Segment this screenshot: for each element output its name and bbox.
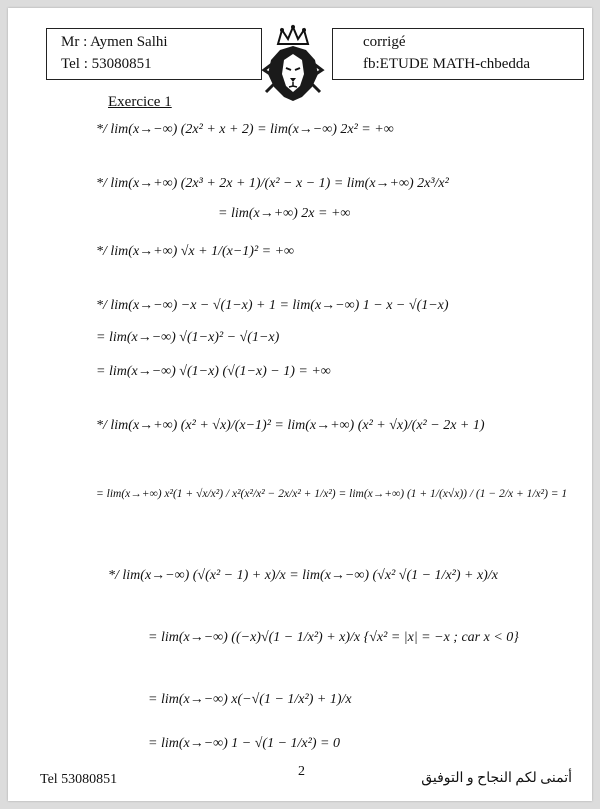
math-line: = lim(x→+∞) 2x = +∞ <box>218 206 351 221</box>
math-line: = lim(x→−∞) √(1−x) (√(1−x) − 1) = +∞ <box>96 364 331 379</box>
math-line: */ lim(x→−∞) (√(x² − 1) + x)/x = lim(x→−∞) (√x² √(1 − 1/x²) + x)/x <box>108 568 498 583</box>
math-line: */ lim(x→+∞) √x + 1/(x−1)² = +∞ <box>96 244 295 259</box>
header-right-box <box>332 28 584 80</box>
facebook-page: fb:ETUDE MATH-chbedda <box>363 56 531 72</box>
math-line: = lim(x→−∞) 1 − √(1 − 1/x²) = 0 <box>148 736 340 751</box>
header-left-box <box>46 28 262 80</box>
page-number: 2 <box>298 764 305 779</box>
author-name: Mr : Aymen Salhi <box>61 34 168 50</box>
document-type: corrigé <box>363 34 406 50</box>
lion-crown-logo <box>260 24 326 102</box>
footer-phone: Tel 53080851 <box>40 772 118 787</box>
math-line: */ lim(x→−∞) −x − √(1−x) + 1 = lim(x→−∞) 1 − x − √(1−x) <box>96 298 449 313</box>
document-page <box>8 8 592 801</box>
math-line: */ lim(x→−∞) (2x² + x + 2) = lim(x→−∞) 2x² = +∞ <box>96 122 394 137</box>
math-line: = lim(x→−∞) ((−x)√(1 − 1/x²) + x)/x {√x² = |x| = −x ; car x < 0} <box>148 630 519 645</box>
footer-arabic-wish: أتمنى لكم النجاح و التوفيق <box>421 771 572 786</box>
math-line: = lim(x→−∞) x(−√(1 − 1/x²) + 1)/x <box>148 692 352 707</box>
author-phone: Tel : 53080851 <box>61 56 152 72</box>
math-line: = lim(x→−∞) √(1−x)² − √(1−x) <box>96 330 280 345</box>
math-line: = lim(x→+∞) x²(1 + √x/x²) / x²(x²/x² − 2x/x² + 1/x²) = lim(x→+∞) (1 + 1/(x√x)) / (1 − 2/x + 1/x²) = 1 <box>96 488 568 500</box>
exercise-title: Exercice 1 <box>108 94 172 110</box>
math-line: */ lim(x→+∞) (x² + √x)/(x−1)² = lim(x→+∞) (x² + √x)/(x² − 2x + 1) <box>96 418 485 433</box>
math-line: */ lim(x→+∞) (2x³ + 2x + 1)/(x² − x − 1) = lim(x→+∞) 2x³/x² <box>96 176 449 191</box>
